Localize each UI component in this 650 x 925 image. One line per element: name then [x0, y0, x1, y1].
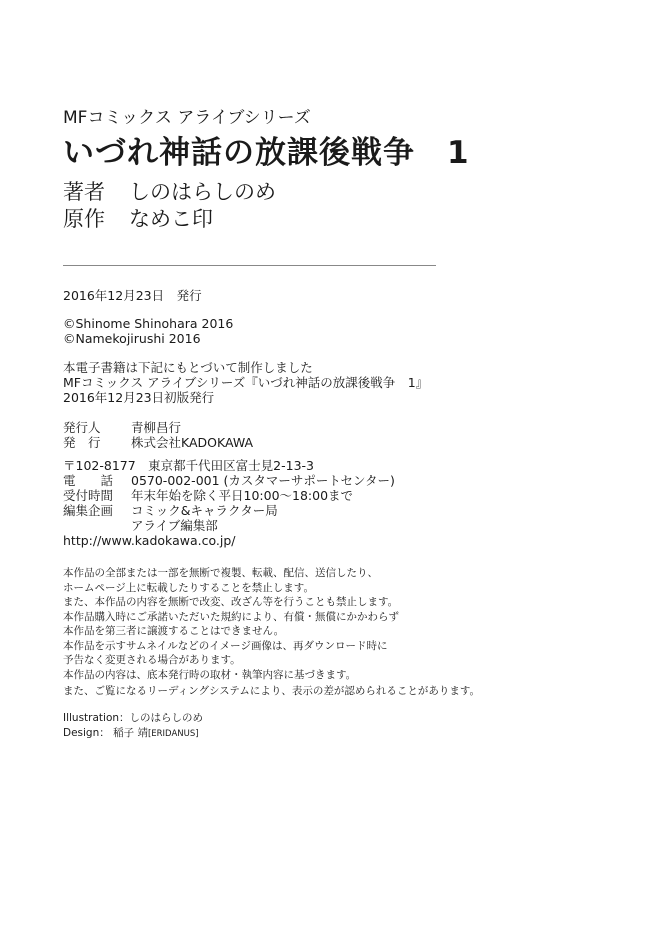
hours-label: 受付時間	[63, 488, 114, 503]
copyright-block	[63, 316, 233, 346]
notice-line: また、本作品の内容を無断で改変、改ざん等を行うことも禁止します。	[63, 596, 399, 608]
hours-text: 年末年始を除く平日10:00～18:00まで	[131, 488, 354, 503]
author-label: 著者	[63, 180, 105, 204]
notice-line: ホームページ上に転載したりすることを禁止します。	[63, 581, 314, 594]
author-name: しのはらしのめ	[129, 180, 276, 204]
issuer-label: 発行人	[63, 420, 101, 435]
editor-label: 編集企画	[63, 503, 114, 518]
divider	[63, 265, 436, 266]
source-note-line: 2016年12月23日初版発行	[63, 390, 215, 405]
design-name: 稲子 靖	[113, 726, 148, 739]
illustration-name: しのはらしのめ	[129, 712, 204, 724]
phone-label: 電 話	[63, 473, 114, 488]
book-title: いづれ神話の放課後戦争 1	[63, 135, 470, 171]
reading-note: また、ご覧になるリーディングシステムにより、表示の差が認められることがあります。	[63, 685, 481, 697]
publisher-label: 発 行	[63, 435, 101, 450]
design-studio: [ERIDANUS]	[147, 728, 199, 739]
editor-dept-2: アライブ編集部	[131, 518, 218, 533]
release-date: 2016年12月23日 発行	[63, 288, 202, 303]
publisher-block	[63, 420, 253, 450]
notice-line: 本作品を第三者に譲渡することはできません。	[63, 625, 285, 637]
source-note-line: 本電子書籍は下記にもとづいて制作しました	[63, 360, 313, 375]
notice-line: 本作品購入時にご承諾いただいた規約により、有償・無償にかかわらず	[63, 610, 399, 623]
source-note-line: MFコミックス アライブシリーズ『いづれ神話の放課後戦争 1』	[63, 375, 429, 390]
author-credit	[63, 176, 276, 206]
series-name: MFコミックス アライブシリーズ	[63, 108, 311, 128]
copyright-line: ©Namekojirushi 2016	[63, 331, 201, 346]
original-name: なめこ印	[129, 207, 213, 231]
address-block	[63, 458, 395, 533]
legal-notices	[63, 566, 399, 682]
editor-dept: コミック&キャラクター局	[131, 503, 278, 518]
staff-credits	[63, 711, 203, 741]
phone-number: 0570-002-001 (カスタマーサポートセンター)	[131, 473, 395, 488]
original-label: 原作	[63, 207, 105, 231]
publisher-name: 株式会社KADOKAWA	[131, 435, 254, 450]
notice-line: 予告なく変更される場合があります。	[63, 654, 241, 666]
source-note	[63, 360, 428, 405]
design-label: Design：	[63, 726, 110, 739]
notice-line: 本作品を示すサムネイルなどのイメージ画像は、再ダウンロード時に	[63, 639, 388, 652]
notice-line: 本作品の内容は、底本発行時の取材・執筆内容に基づきます。	[63, 668, 357, 681]
publisher-url[interactable]: http://www.kadokawa.co.jp/	[63, 533, 236, 548]
issuer-name: 青柳昌行	[131, 420, 182, 435]
original-credit	[63, 203, 213, 233]
illustration-label: Illustration：	[63, 712, 130, 724]
copyright-line: ©Shinome Shinohara 2016	[63, 316, 234, 331]
postal-address: 〒102-8177 東京都千代田区富士見2-13-3	[63, 458, 315, 473]
notice-line: 本作品の全部または一部を無断で複製、転載、配信、送信したり、	[63, 567, 378, 579]
